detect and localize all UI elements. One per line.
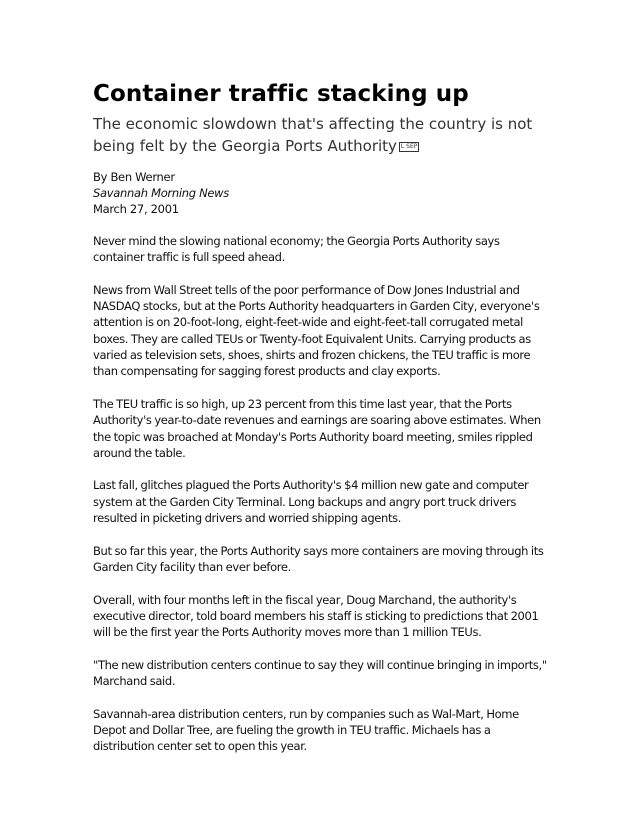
- subheadline-text: The economic slowdown that's affecting the country is not being felt by the Georgia Ports Authority: [93, 115, 533, 155]
- publication: Savannah Morning News: [93, 186, 229, 200]
- subheadline: [93, 113, 533, 157]
- headline: Container traffic stacking up: [93, 81, 469, 107]
- paragraph: But so far this year, the Ports Authority says more containers are moving through its Garden City facility than ever before.: [93, 543, 544, 574]
- paragraph: Savannah-area distribution centers, run by companies such as Wal-Mart, Home Depot and Dollar Tree, are fueling the growth in TEU traffic. Michaels has a distribution center set to open this year.: [93, 706, 519, 754]
- paragraph: Overall, with four months left in the fiscal year, Doug Marchand, the authority's executive director, told board members his staff is sticking to predictions that 2001 will be the first year the Ports Authority moves more than 1 million TEUs.: [93, 592, 539, 640]
- separator-glyph-icon: L SEP: [400, 142, 418, 150]
- paragraph: The TEU traffic is so high, up 23 percent from this time last year, that the Ports Authority's year-to-date revenues and earnings are soaring above estimates. When the topic was broached at Monday's Ports Authority board meeting, smiles rippled around the table.: [93, 396, 541, 460]
- byline: [93, 169, 553, 217]
- paragraph: Never mind the slowing national economy; the Georgia Ports Authority says container traffic is full speed ahead.: [93, 234, 500, 265]
- article-page: [93, 79, 553, 771]
- article-body: [93, 233, 553, 755]
- date: March 27, 2001: [93, 202, 179, 216]
- author: By Ben Werner: [93, 170, 175, 184]
- paragraph: News from Wall Street tells of the poor performance of Dow Jones Industrial and NASDAQ stocks, but at the Ports Authority headquarters in Garden City, everyone's attention is on 20-foot-long, eight-feet-wide and eight-feet-tall corrugated metal boxes. They are called TEUs or Twenty-foot Equivalent Units. Carrying products as varied as television sets, shoes, shirts and frozen chickens, the TEU traffic is more than compensating for sagging forest products and clay exports.: [93, 282, 540, 379]
- paragraph: Last fall, glitches plagued the Ports Authority's $4 million new gate and computer system at the Garden City Terminal. Long backups and angry port truck drivers resulted in picketing drivers and worried shipping agents.: [93, 478, 529, 526]
- paragraph: "The new distribution centers continue to say they will continue bringing in imports," Marchand said.: [93, 657, 547, 689]
